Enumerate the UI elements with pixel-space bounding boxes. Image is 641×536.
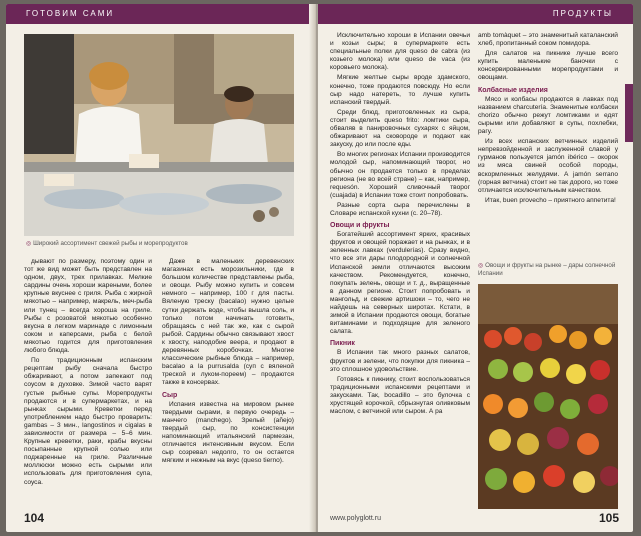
left-column-1 <box>24 258 152 489</box>
market-photo-caption <box>478 262 618 277</box>
paragraph: Итак, buen provecho – приятного аппетита! <box>485 196 616 204</box>
right-page-number: 105 <box>598 511 619 525</box>
caption-marker-icon: ◎ <box>478 262 486 269</box>
website-url: www.polyglott.ru <box>330 515 381 522</box>
right-page <box>318 4 633 532</box>
right-column-1 <box>330 32 470 418</box>
paragraph: Богатейший ассортимент ярких, красивых фруктов и овощей поражает и на рынках, и в зеленных лавках (verdulerías). Сразу видно, что все эти дары плодородной и солнечной Испанской земли отличаются высоким качеством. Рекомендуется, конечно, покупать зелень, овощи и т. д., выращенные в данном регионе. Стоит попробовать и мангольд, и свежие артишоки – то, чего не найдешь на северных широтах. Кстати, в зимой в Испании продаются овощи, богатые витаминами и подходящие для зеленого салата. <box>330 231 470 336</box>
fish-counter-photo <box>24 34 294 236</box>
left-column-2 <box>162 258 294 467</box>
paragraph: Для салатов на пикнике лучше всего купить маленькие баночки с консервированными морепродуктами и овощами. <box>478 50 618 82</box>
fish-photo-caption-text: Широкий ассортимент свежей рыбы и морепродуктов <box>33 240 188 247</box>
right-page-header: ПРОДУКТЫ <box>318 4 633 24</box>
paragraph: Из всех испанских ветчинных изделий непревзойденной и заслуженной славой у гурманов пользуется jamón ibérico – окорок из мяса свиней особой породы, вскормленных желудями. А jamón serrano (горная ветчина) стоит не так дорого, но тоже отличается исключительным качеством. <box>478 138 618 194</box>
left-page-number: 104 <box>24 511 45 525</box>
market-photo-caption-text: Овощи и фрукты на рынке – дары солнечной Испании <box>478 262 616 277</box>
paragraph: Мягкие желтые сыры вроде здамского, конечно, тоже продаются повсюду. Но если сыр надо натереть, то лучше купить испанский твердый. <box>330 74 470 106</box>
right-column-2 <box>478 32 618 207</box>
paragraph: По традиционным испанским рецептам рыбу сначала быстро обжаривают, а потом запекают под соусом в духовке. Зимой часто варят густые рыбные супы. Морепродукты продаются и в супермаркетах, и на рынках сырыми. Креветки перед употреблением надо быстро проварить: gambas – 3 мин., langostinos и cigalas в зависимости от размера – 5–6 мин. Крупные креветки, раки, крабы вкусны посыпанные крупной солью или поджаренные на гриле. Различные моллюски можно есть сырыми или использовать для приготовления супа, соуса. <box>24 357 152 486</box>
chapter-edge-tab <box>625 84 633 142</box>
paragraph: Испания известна на мировом рынке твердыми сырами, в первую очередь – манчего (manchego). Зрелый (añejo) твердый сыр, по консистенции напоминающий итальянский пармезан, отличается интенсивным вкусом. Если сыр созревал недолго, то он остается мягким и нежным на вкус (queso tierno). <box>162 400 294 465</box>
section-heading-vegetables: Овощи и фрукты <box>330 222 390 230</box>
paragraph: В Испании так много разных салатов, фруктов и зелени, что покупки для пикника – это сплошное удовольствие. <box>330 349 470 373</box>
section-heading-sausages: Колбасные изделия <box>478 86 548 94</box>
paragraph: amb tomàquet – это знаменитый каталанский хлеб, пропитанный соком помидора. <box>478 32 618 48</box>
paragraph: Готовясь к пикнику, стоит воспользоваться традиционными испанскими рецептами и закусками. Так, bocadillo – это булочка с хрустящей корочкой, сбрызнутая оливковым маслом, с ветчиной или сыром. А pa <box>330 375 470 416</box>
paragraph: Мясо и колбасы продаются в лавках под названием charcutería. Знаменитые колбаски chorizo обычно режут ломтиками и едят сырыми или добавляют в супы, похлебки, рагу. <box>478 95 618 136</box>
market-produce-photo <box>478 284 618 509</box>
paragraph: Во многих регионах Испании производится молодой сыр, напоминающий творог, но обычно он продается только в пределах региона (не во всей стране) – как, например, requesón. Хороший сливочный творог (cuajada) в Испании тоже стоит попробовать. <box>330 151 470 199</box>
section-heading-cheese: Сыр <box>162 391 178 399</box>
fish-counter-illustration <box>24 34 294 236</box>
left-page-header: ГОТОВИМ САМИ <box>6 4 313 24</box>
paragraph: Исключительно хороши в Испании овечьи и козьи сыры; в супермаркете есть специальные полки для queso de cabra (из козьего молока) или queso de vaca (из коровьего молока). <box>330 32 470 72</box>
paragraph: Даже в маленьких деревенских магазинах есть морозильники, где в большом количестве представлены рыба, и овощи. Рыбу можно купить и совсем немного – например, 100 г для пасты. Вяленую треску (bacalao) нужно целые сутки держать воде, чтобы вышла соль, и только потом начинать готовить, обращаясь с ней так же, как с сырой рыбой. Сардины обычно связывают хвост к хвосту, наподобие веера, и продают в деревянных коробочках. Многие классические рыбные блюда – например, bacalao a la purrusalda (суп с вяленой треской и луком-пореем) – продаются также в консервах. <box>162 258 294 387</box>
caption-marker-icon: ◎ <box>26 240 34 247</box>
market-produce-illustration <box>478 284 618 509</box>
paragraph: дывают по размеру, поэтому один и тот же вид может быть представлен на одном, двух, трех прилавках. Мелкие сардины очень хороши жареными, более крупные вкуснее с гриля. Рыба с жирной мякотью – например, макрель, меч-рыба или тунец – всегда хороша на гриле. Рыбы с розоватой мякотью особенно вкусна в легком маринаде с лимонным соком и каперсами, рыба с белой мякотью годится для приготовления любого блюда. <box>24 258 152 355</box>
paragraph: Разные сорта сыра перечислены в Словаре испанской кухни (с. 20–78). <box>330 201 470 217</box>
left-page <box>6 4 313 532</box>
fish-photo-caption <box>26 240 296 248</box>
paragraph: Среди блюд, приготовленных из сыра, стоит выделить queso frito: ломтики сыра, обваляв в панировочных сухарях с яйцом, обжаривают на сковороде и подают как закуску, до или после еды. <box>330 108 470 149</box>
section-heading-picnic: Пикник <box>330 340 355 348</box>
